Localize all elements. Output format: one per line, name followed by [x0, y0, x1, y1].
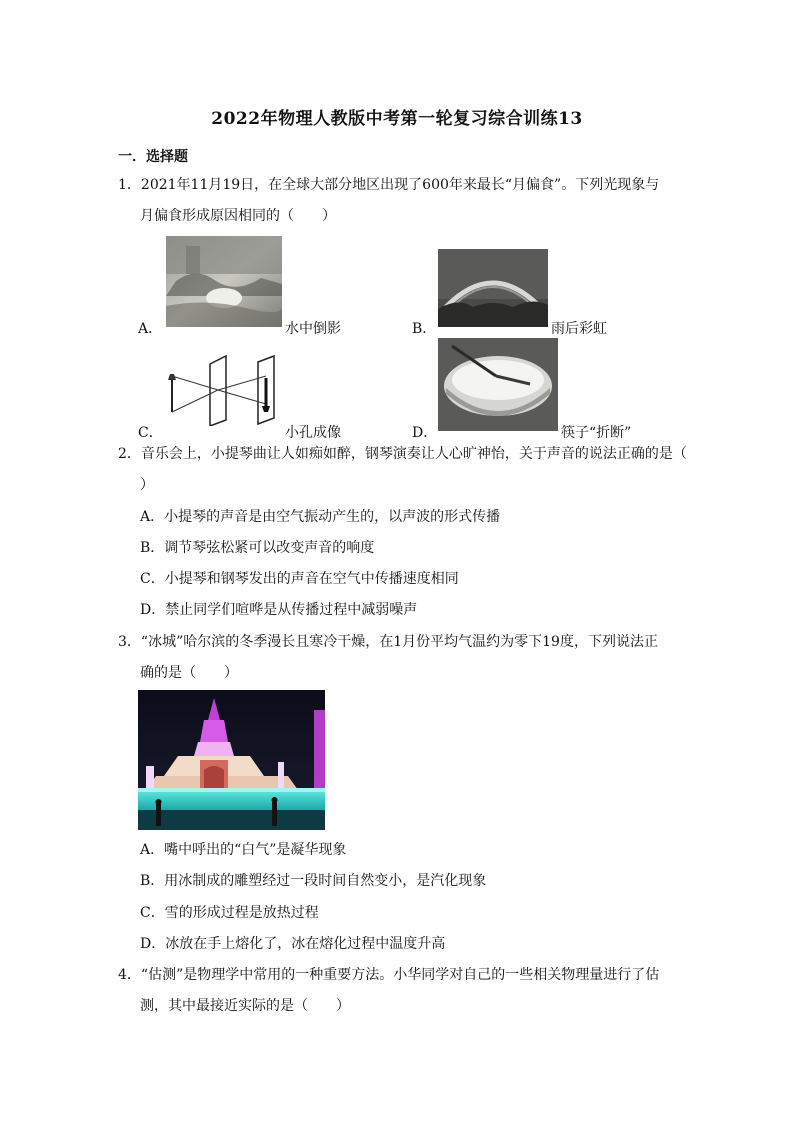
q1-option-a-text: 水中倒影	[285, 321, 341, 337]
q3-stem-line1: 3．“冰城”哈尔滨的冬季漫长且寒冷干燥，在1月份平均气温约为零下19度，下列说法正	[118, 634, 658, 650]
q3-option-b: B．用冰制成的雕塑经过一段时间自然变小，是汽化现象	[140, 873, 487, 889]
q3-stem-line2: 确的是（ ）	[140, 665, 238, 681]
q1-option-c-letter: C．	[138, 425, 163, 441]
q3-option-d: D．冰放在手上熔化了，冰在熔化过程中温度升高	[140, 936, 446, 952]
q1-option-c-text: 小孔成像	[285, 425, 341, 441]
q2-option-d: D．禁止同学们喧哗是从传播过程中减弱噪声	[140, 602, 418, 618]
q3-option-a: A．嘴中呼出的“白气”是凝华现象	[140, 842, 347, 858]
q1-option-b-letter: B．	[412, 321, 437, 337]
q1-option-b-text: 雨后彩虹	[551, 321, 607, 337]
q2-option-b: B．调节琴弦松紧可以改变声音的响度	[140, 540, 375, 556]
q2-option-a: A．小提琴的声音是由空气振动产生的，以声波的形式传播	[140, 509, 501, 525]
q1-option-a-image	[166, 236, 282, 327]
q1-option-d-letter: D．	[412, 425, 438, 441]
q1-option-b-image	[438, 249, 548, 327]
q1-option-d-text: 筷子“折断”	[561, 425, 632, 441]
q1-stem-line2: 月偏食形成原因相同的（ ）	[140, 208, 336, 224]
q1-stem-line1: 1．2021年11月19日，在全球大部分地区出现了600年来最长“月偏食”。下列光现象与	[118, 177, 660, 193]
q1-option-a-letter: A．	[138, 321, 163, 337]
q4-stem-line1: 4．“估测”是物理学中常用的一种重要方法。小华同学对自己的一些相关物理量进行了估	[118, 967, 660, 983]
q3-option-c: C．雪的形成过程是放热过程	[140, 905, 319, 921]
q2-stem-line2: ）	[140, 477, 154, 493]
q2-stem-line1: 2．音乐会上，小提琴曲让人如痴如醉，钢琴演奏让人心旷神怡，关于声音的说法正确的是（	[118, 446, 687, 462]
q1-option-c-image	[166, 352, 282, 426]
section-heading: 一．选择题	[118, 149, 188, 165]
q4-stem-line2: 测，其中最接近实际的是（ ）	[140, 998, 350, 1014]
q2-option-c: C．小提琴和钢琴发出的声音在空气中传播速度相同	[140, 571, 459, 587]
page-title: 2022年物理人教版中考第一轮复习综合训练13	[211, 109, 583, 129]
q1-option-d-image	[438, 338, 558, 431]
q3-ice-castle-image	[138, 690, 325, 830]
